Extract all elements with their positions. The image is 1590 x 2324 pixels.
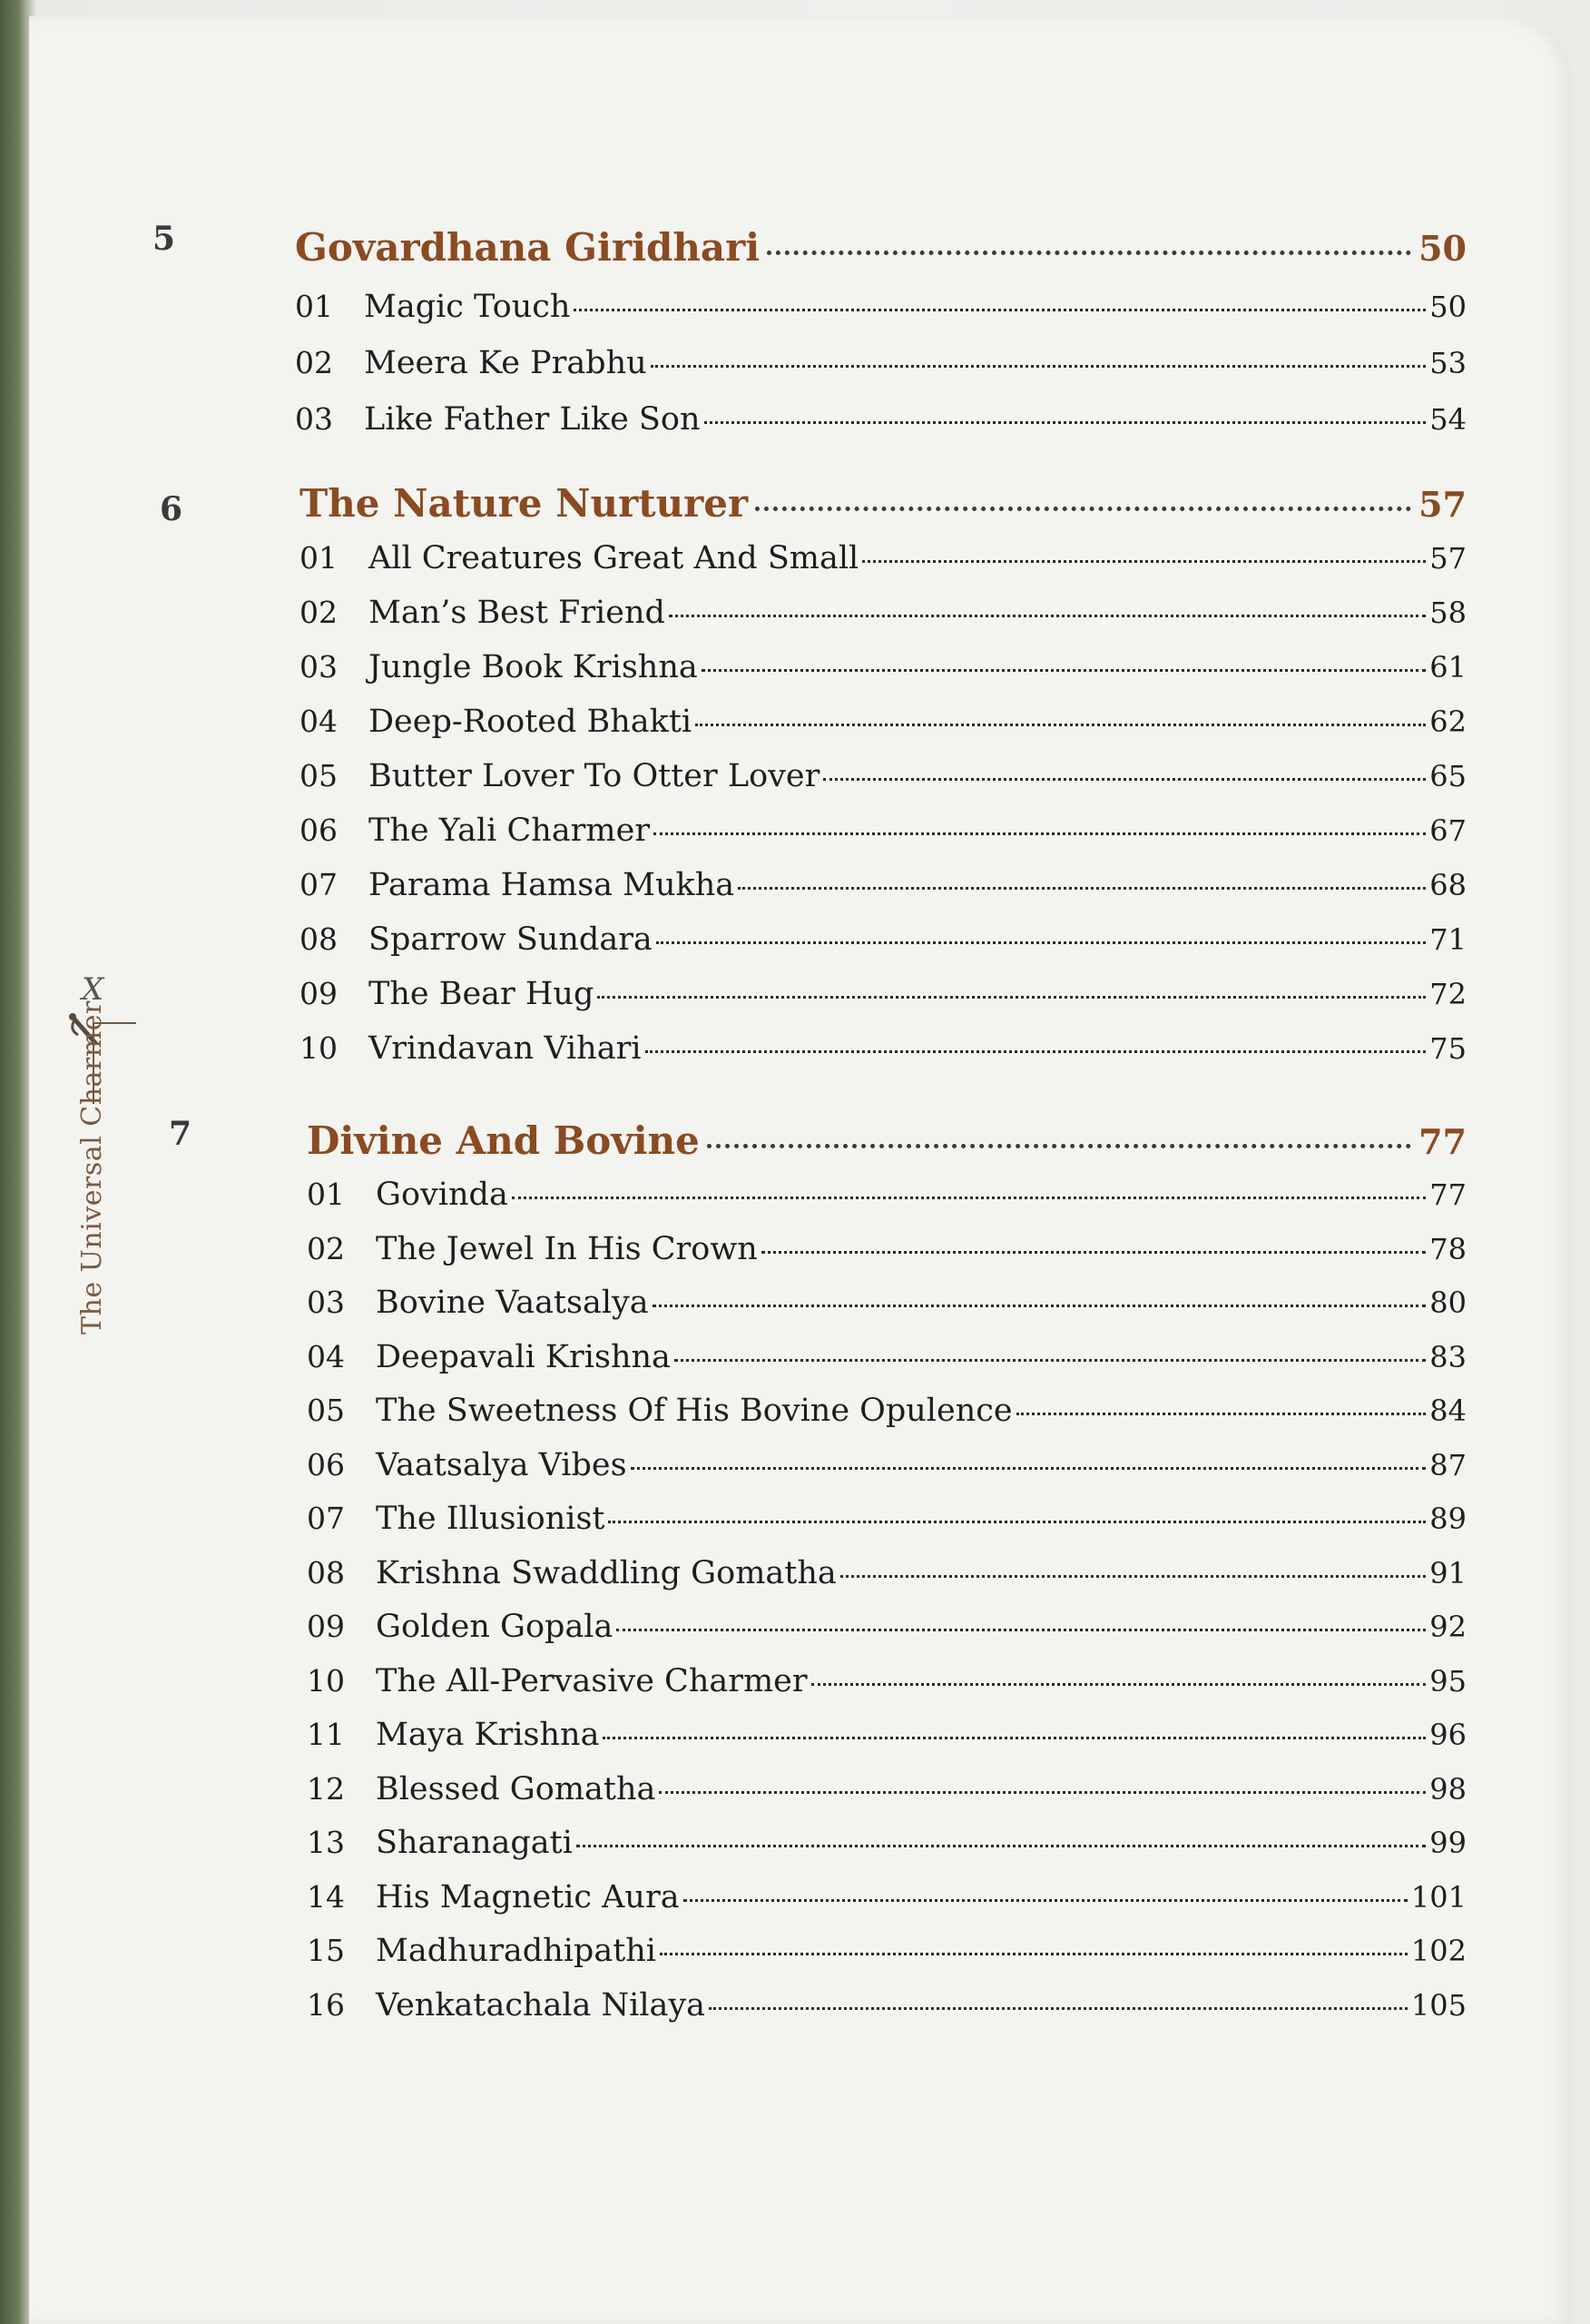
entry-title: Deepavali Krishna	[376, 1338, 671, 1375]
roman-page-number: X	[82, 971, 104, 1008]
entry-title: Sharanagati	[376, 1825, 573, 1861]
toc-entry[interactable]	[307, 1663, 1467, 1699]
entry-title: Govinda	[376, 1177, 508, 1213]
dot-leader	[702, 669, 1427, 672]
entry-number: 14	[307, 1878, 345, 1915]
chapter-heading[interactable]	[299, 481, 1467, 526]
dot-leader	[738, 887, 1426, 890]
entry-page-number: 65	[1429, 759, 1467, 793]
entry-number: 02	[299, 595, 338, 630]
running-sidebar	[56, 971, 138, 1353]
dot-leader	[755, 507, 1411, 511]
chapter-number: 6	[160, 490, 183, 528]
toc-entry[interactable]	[299, 867, 1467, 903]
entry-page-number: 84	[1429, 1393, 1467, 1428]
toc-entry[interactable]	[307, 1933, 1467, 1969]
entry-title: Krishna Swaddling Gomatha	[376, 1554, 837, 1591]
entry-number: 15	[307, 1933, 345, 1968]
entry-number: 10	[307, 1662, 345, 1699]
toc-entry[interactable]	[299, 812, 1467, 849]
toc-entry[interactable]	[307, 1717, 1467, 1753]
dot-leader	[616, 1629, 1426, 1631]
dot-leader	[674, 1359, 1426, 1362]
dot-leader	[823, 778, 1426, 781]
entry-number: 05	[307, 1393, 345, 1428]
chapter-title: Govardhana Giridhari	[295, 225, 761, 270]
entry-number: 01	[295, 289, 333, 324]
entry-number: 02	[307, 1230, 345, 1266]
dot-leader	[653, 832, 1426, 835]
dot-leader	[651, 365, 1427, 368]
entry-title: Venkatachala Nilaya	[376, 1986, 706, 2024]
entry-page-number: 92	[1429, 1610, 1467, 1644]
dot-leader	[660, 1953, 1408, 1955]
entry-title: The Yali Charmer	[368, 812, 651, 849]
entry-title: Vrindavan Vihari	[368, 1030, 642, 1067]
toc-entry[interactable]	[307, 1825, 1467, 1861]
entry-page-number: 80	[1429, 1285, 1467, 1320]
chapter-title: The Nature Nurturer	[299, 481, 749, 526]
dot-leader	[1016, 1413, 1427, 1415]
entry-title: Golden Gopala	[376, 1609, 613, 1645]
dot-leader	[704, 421, 1427, 424]
toc-entry[interactable]	[299, 1030, 1467, 1067]
entry-number: 03	[295, 401, 333, 437]
toc-entry[interactable]	[307, 1285, 1467, 1321]
entry-number: 13	[307, 1825, 345, 1860]
entry-page-number: 89	[1429, 1502, 1467, 1536]
entry-page-number: 54	[1429, 402, 1467, 437]
entry-page-number: 58	[1429, 596, 1467, 630]
entry-number: 06	[307, 1446, 345, 1482]
entry-page-number: 75	[1429, 1031, 1467, 1066]
chapter-title: Divine And Bovine	[307, 1118, 700, 1163]
toc-entry[interactable]	[299, 540, 1467, 576]
entry-title: The Bear Hug	[368, 976, 594, 1012]
toc-entry[interactable]	[307, 1879, 1467, 1915]
entry-page-number: 91	[1429, 1555, 1467, 1590]
dot-leader	[707, 1144, 1411, 1148]
entry-title: Like Father Like Son	[364, 401, 701, 438]
entry-page-number: 53	[1429, 346, 1467, 380]
entry-page-number: 61	[1429, 650, 1467, 684]
entry-page-number: 50	[1429, 290, 1467, 324]
entry-title: Blessed Gomatha	[376, 1770, 656, 1807]
dot-leader	[761, 1251, 1426, 1254]
entry-number: 07	[299, 867, 338, 902]
book-title-vertical: The Universal Charmer	[76, 1000, 108, 1334]
entry-page-number: 71	[1429, 922, 1467, 957]
entry-number: 02	[295, 345, 333, 380]
chapter-page-number: 50	[1418, 228, 1467, 269]
toc-entry[interactable]	[307, 1987, 1467, 2024]
entry-page-number: 68	[1429, 868, 1467, 902]
entry-page-number: 78	[1429, 1231, 1467, 1266]
entry-title: Madhuradhipathi	[376, 1933, 657, 1969]
entry-number: 06	[299, 812, 338, 848]
entry-number: 11	[307, 1717, 345, 1752]
entry-title: The Sweetness Of His Bovine Opulence	[376, 1393, 1013, 1429]
entry-page-number: 105	[1410, 1987, 1467, 2023]
entry-title: Butter Lover To Otter Lover	[368, 758, 820, 794]
chapter-page-number: 77	[1418, 1121, 1467, 1162]
dot-leader	[645, 1050, 1427, 1053]
entry-title: Sparrow Sundara	[368, 921, 653, 958]
entry-number: 04	[299, 704, 338, 739]
dot-leader	[695, 724, 1426, 726]
entry-page-number: 77	[1429, 1177, 1467, 1212]
toc-entry[interactable]	[307, 1555, 1467, 1591]
toc-entry[interactable]	[295, 345, 1467, 381]
dot-leader	[608, 1521, 1426, 1523]
toc-entry[interactable]	[307, 1177, 1467, 1213]
entry-number: 03	[307, 1285, 345, 1320]
entry-page-number: 96	[1429, 1718, 1467, 1752]
entry-number: 05	[299, 758, 338, 793]
entry-page-number: 95	[1429, 1663, 1467, 1699]
entry-number: 09	[307, 1609, 345, 1644]
entry-number: 08	[307, 1554, 345, 1590]
entry-page-number: 102	[1410, 1934, 1467, 1968]
dot-leader	[767, 251, 1411, 255]
entry-number: 01	[307, 1177, 345, 1212]
entry-title: All Creatures Great And Small	[368, 540, 859, 576]
chapter-page-number: 57	[1418, 484, 1467, 525]
entry-title: Vaatsalya Vibes	[376, 1446, 627, 1483]
entry-page-number: 98	[1429, 1771, 1467, 1807]
dot-leader	[659, 1791, 1426, 1794]
dot-leader	[653, 1305, 1427, 1307]
toc-entry[interactable]	[307, 1447, 1467, 1483]
entry-title: Parama Hamsa Mukha	[368, 867, 735, 903]
entry-number: 01	[299, 540, 338, 576]
toc-entry[interactable]	[307, 1771, 1467, 1807]
dot-leader	[811, 1683, 1427, 1686]
toc-entry[interactable]	[307, 1609, 1467, 1645]
entry-page-number: 67	[1429, 813, 1467, 848]
entry-number: 07	[307, 1501, 345, 1536]
dot-leader	[631, 1467, 1427, 1470]
dot-leader	[576, 1845, 1426, 1847]
entry-title: Meera Ke Prabhu	[364, 345, 647, 381]
entry-title: Maya Krishna	[376, 1717, 600, 1753]
chapter-heading[interactable]	[295, 225, 1467, 270]
toc-entry[interactable]	[295, 289, 1467, 325]
entry-title: The Illusionist	[376, 1501, 605, 1537]
dot-leader	[512, 1196, 1426, 1199]
toc-entry[interactable]	[299, 758, 1467, 794]
entry-title: Jungle Book Krishna	[368, 649, 698, 685]
dot-leader	[574, 309, 1426, 311]
entry-page-number: 57	[1429, 541, 1467, 576]
toc-entry[interactable]	[307, 1231, 1467, 1267]
entry-title: Magic Touch	[364, 289, 571, 325]
entry-page-number: 72	[1429, 977, 1467, 1011]
chapter-number: 7	[169, 1115, 192, 1153]
dot-leader	[683, 1899, 1408, 1902]
entry-number: 16	[307, 1986, 345, 2023]
entry-number: 04	[307, 1338, 345, 1374]
toc-entry[interactable]	[299, 595, 1467, 631]
entry-number: 10	[299, 1030, 338, 1066]
toc-entry[interactable]	[299, 649, 1467, 685]
entry-page-number: 101	[1410, 1879, 1467, 1915]
dot-leader	[656, 941, 1426, 944]
entry-title: The Jewel In His Crown	[376, 1230, 758, 1267]
entry-number: 09	[299, 976, 338, 1011]
entry-number: 08	[299, 921, 338, 957]
dot-leader	[840, 1575, 1427, 1578]
entry-number: 12	[307, 1770, 345, 1807]
dot-leader	[862, 560, 1426, 563]
entry-title: Man’s Best Friend	[368, 595, 665, 631]
dot-leader	[603, 1737, 1426, 1739]
entry-title: Deep-Rooted Bhakti	[368, 704, 692, 740]
dot-leader	[669, 615, 1426, 617]
dot-leader	[597, 996, 1426, 999]
entry-number: 03	[299, 649, 338, 684]
entry-page-number: 62	[1429, 704, 1467, 739]
toc-entry[interactable]	[307, 1501, 1467, 1537]
entry-title: His Magnetic Aura	[376, 1878, 680, 1915]
toc-entry[interactable]	[299, 976, 1467, 1012]
entry-page-number: 87	[1429, 1447, 1467, 1482]
chapter-number: 5	[152, 220, 176, 258]
dot-leader	[709, 2007, 1408, 2010]
toc-entry[interactable]	[295, 401, 1467, 438]
toc-entry[interactable]	[299, 921, 1467, 958]
toc-entry[interactable]	[299, 704, 1467, 740]
entry-title: Bovine Vaatsalya	[376, 1285, 649, 1321]
toc-entry[interactable]	[307, 1393, 1467, 1429]
chapter-heading[interactable]	[307, 1118, 1467, 1163]
entry-page-number: 83	[1429, 1339, 1467, 1374]
toc-entry[interactable]	[307, 1339, 1467, 1375]
entry-title: The All-Pervasive Charmer	[376, 1662, 808, 1699]
entry-page-number: 99	[1429, 1826, 1467, 1860]
